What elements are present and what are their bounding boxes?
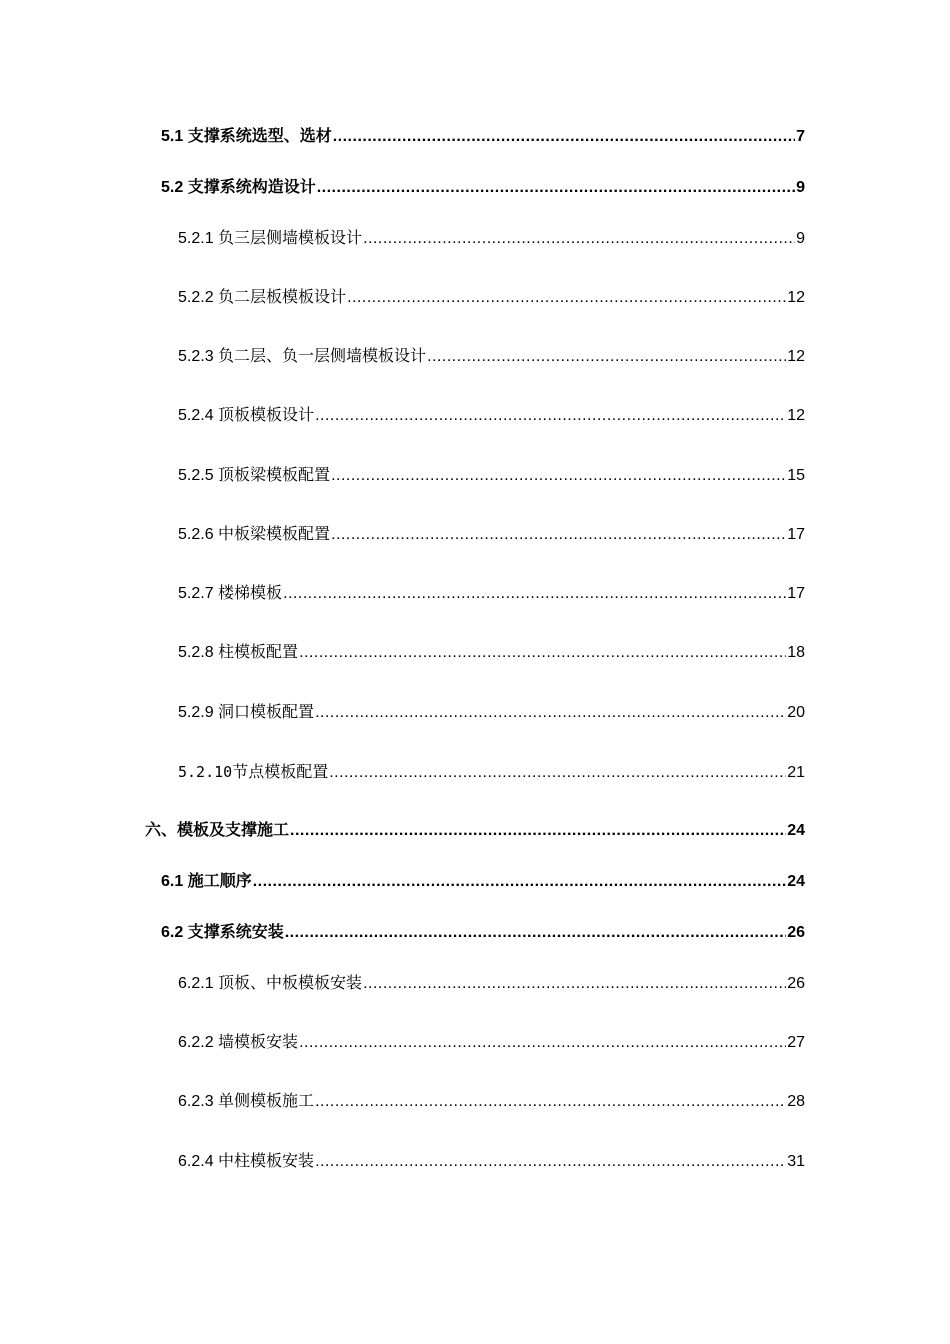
dot-leader — [283, 583, 786, 605]
toc-number: 5.2.8 — [178, 644, 214, 661]
toc-page-number: 7 — [796, 128, 805, 145]
toc-page-number: 17 — [787, 526, 805, 543]
toc-number: 5.2.9 — [178, 704, 214, 721]
dot-leader — [299, 642, 786, 664]
toc-title: 支撑系统选型、选材 — [187, 128, 332, 145]
dot-leader — [333, 126, 795, 148]
dot-leader — [347, 287, 786, 309]
toc-number: 6.2.1 — [178, 975, 214, 992]
dot-leader — [363, 228, 795, 250]
toc-page-number: 12 — [787, 348, 805, 365]
toc-page-number: 26 — [787, 924, 805, 941]
dot-leader — [427, 346, 786, 368]
toc-number: 5.2.3 — [178, 348, 214, 365]
toc-page-number: 26 — [787, 975, 805, 992]
toc-number: 6.2.2 — [178, 1034, 214, 1051]
toc-title: 支撑系统安装 — [187, 924, 284, 941]
toc-page-number: 31 — [787, 1153, 805, 1170]
toc-entry-chapter-6[interactable] — [145, 820, 805, 842]
dot-leader — [363, 973, 786, 995]
toc-number: 6.1 — [161, 873, 184, 890]
toc-entry-5-2-8[interactable] — [178, 642, 805, 664]
toc-page-number: 9 — [796, 230, 805, 247]
toc-page-number: 20 — [787, 704, 805, 721]
toc-title: 洞口模板配置 — [218, 704, 315, 721]
toc-number: 六、 — [145, 822, 178, 839]
toc-title: 负二层板模板设计 — [218, 289, 347, 306]
toc-page-number: 28 — [787, 1093, 805, 1110]
toc-title: 施工顺序 — [187, 873, 252, 890]
toc-number: 5.1 — [161, 128, 184, 145]
toc-entry-5-2-10[interactable] — [178, 761, 805, 784]
toc-entry-5-2[interactable] — [161, 177, 805, 199]
toc-entry-6-1[interactable] — [161, 871, 805, 893]
dot-leader — [329, 762, 786, 784]
toc-title: 负二层、负一层侧墙模板设计 — [218, 348, 427, 365]
toc-number: 5.2.10 — [178, 763, 233, 781]
toc-number: 5.2.7 — [178, 585, 214, 602]
toc-entry-5-2-3[interactable] — [178, 346, 805, 368]
toc-title: 支撑系统构造设计 — [187, 179, 316, 196]
toc-title: 顶板梁模板配置 — [218, 467, 331, 484]
toc-page-number: 17 — [787, 585, 805, 602]
toc-page-number: 12 — [787, 289, 805, 306]
toc-entry-6-2-2[interactable] — [178, 1032, 805, 1054]
dot-leader — [290, 820, 786, 842]
toc-title: 楼梯模板 — [218, 585, 283, 602]
toc-number: 6.2 — [161, 924, 184, 941]
toc-number: 6.2.3 — [178, 1093, 214, 1110]
toc-page-number: 18 — [787, 644, 805, 661]
toc-page-number: 24 — [787, 822, 805, 839]
toc-title: 中板梁模板配置 — [218, 526, 331, 543]
toc-title: 模板及支撑施工 — [177, 822, 290, 839]
dot-leader — [315, 702, 786, 724]
dot-leader — [315, 1091, 786, 1113]
toc-title: 柱模板配置 — [218, 644, 299, 661]
toc-page-number: 21 — [787, 764, 805, 781]
toc-title: 节点模板配置 — [232, 764, 329, 781]
dot-leader — [299, 1032, 786, 1054]
toc-number: 5.2.1 — [178, 230, 214, 247]
toc-entry-5-2-9[interactable] — [178, 702, 805, 724]
toc-entry-6-2-3[interactable] — [178, 1091, 805, 1113]
toc-number: 5.2.6 — [178, 526, 214, 543]
toc-title: 墙模板安装 — [218, 1034, 299, 1051]
dot-leader — [331, 465, 786, 487]
toc-title: 中柱模板安装 — [218, 1153, 315, 1170]
toc-title: 顶板、中板模板安装 — [218, 975, 363, 992]
toc-entry-5-2-7[interactable] — [178, 583, 805, 605]
toc-entry-5-1[interactable] — [161, 126, 805, 148]
toc-number: 5.2 — [161, 179, 184, 196]
toc-title: 负三层侧墙模板设计 — [218, 230, 363, 247]
toc-entry-6-2[interactable] — [161, 922, 805, 944]
toc-entry-5-2-6[interactable] — [178, 524, 805, 546]
toc-page-number: 27 — [787, 1034, 805, 1051]
toc-page-number: 12 — [787, 407, 805, 424]
toc-entry-6-2-1[interactable] — [178, 973, 805, 995]
dot-leader — [331, 524, 786, 546]
toc-number: 5.2.2 — [178, 289, 214, 306]
toc-entry-5-2-5[interactable] — [178, 465, 805, 487]
toc-page-number: 24 — [787, 873, 805, 890]
toc-number: 6.2.4 — [178, 1153, 214, 1170]
dot-leader — [253, 871, 786, 893]
toc-page-number: 15 — [787, 467, 805, 484]
toc-title: 单侧模板施工 — [218, 1093, 315, 1110]
toc-entry-5-2-1[interactable] — [178, 228, 805, 250]
toc-number: 5.2.4 — [178, 407, 214, 424]
toc-entry-5-2-4[interactable] — [178, 405, 805, 427]
dot-leader — [315, 405, 786, 427]
toc-entry-5-2-2[interactable] — [178, 287, 805, 309]
dot-leader — [315, 1151, 786, 1173]
toc-page-number: 9 — [796, 179, 805, 196]
dot-leader — [317, 177, 795, 199]
toc-entry-6-2-4[interactable] — [178, 1151, 805, 1173]
dot-leader — [285, 922, 786, 944]
toc-title: 顶板模板设计 — [218, 407, 315, 424]
toc-number: 5.2.5 — [178, 467, 214, 484]
